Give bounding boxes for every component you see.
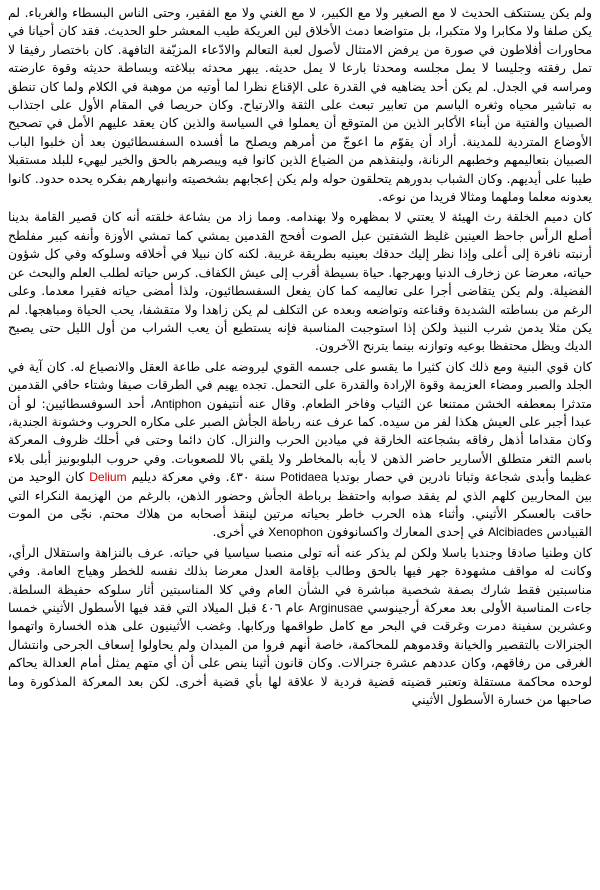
latin-term: Delium	[89, 470, 127, 485]
paragraph	[8, 544, 592, 710]
paragraph	[8, 4, 592, 206]
latin-term: Alcibiades	[487, 525, 543, 540]
text-run: كان دميم الخلقة رث الهيئة لا يعتني لا بمظهره ولا بهندامه. ومما زاد من بشاعة خلقته أنه كان قصير القامة بدينا أصلع الرأس جاحظ العينين غليظ الشفتين عبل الصوت أفحج القدمين يمشي كما تمشي الأوزة وأنفه كبير مفلطح أرنبته نافرة إلى أعلى وإذا نظر إليك حدقك بعينيه بطريقة غريبة. لكنه كان نبيلا في أخلاقه وسلوكه وفي كل شؤون حياته، معرضا عن زخارف الدنيا وبهرجها. حياة بسيطة أقرب إلى عيش الكفاف. كرس حياته لطلب العلم والبحث عن الفضيلة. ولم يكن يتقاضى أجرا على تعاليمه كما كان يفعل السفسطائيون، ولذا أمضى حياته فقيرا معدما. وعلى الرغم من بساطته الشديدة وقناعته وتواضعه وبعده عن التكلف لم يكن زاهدا ولا متقشفا، يحب الحياة ومباهجها. لم يكن مثلا يدمن شرب النبيذ ولكن إذا استوجبت المناسبة فإنه يستطيع أن يعب الشراب من أول الليل حتى يصيح الديك ويظل محتفظا بوعيه وتوازنه بينما يترنح الآخرون.	[8, 209, 592, 354]
text-run: في إحدى المعارك واكسانوفون	[322, 524, 488, 540]
text-run: كان وطنيا صادقا وجنديا باسلا ولكن لم يذكر عنه أنه تولى منصبا سياسيا في حياته. عرف بالنزاهة واستقلال الرأي، وكانت له مواقف مشهودة جهر فيها بالحق وطالب بإقامة العدل معرضا بذلك نفسه للخطر وهياج العامة. وفي مناسبتين فقط شارك بصفة شخصية مباشرة في الشأن العام وفي كلا المناسبتين أثار سلوكه حفيظة السلطة. جاءت المناسبة الأولى بعد معركة أرجينوسي	[8, 544, 592, 615]
text-run: في أخرى.	[212, 524, 269, 540]
paragraph	[8, 358, 592, 542]
text-run: عام ٤٠٦ قبل الميلاد التي فقد فيها الأسطول الأثيني خمسا وعشرين سفينة دمرت وغرقت في البحر مع كامل طواقمها وركابها. وغضب الأثينيون على هذه الخسارة واتهموا الجنرالات بالتقصير والخيانة وقدموهم للمحاكمة، خاصة أنهم فروا من الميدان ولم يحاولوا إسعاف الجرحى وانتشال الغرقى من رفاقهم، وكان عددهم عشرة جنرالات. وكان قانون أثينا ينص على أن أي متهم يمثل أمام العدالة يحاكم لوحده محاكمة مستقلة وتعتبر قضيته قضية فردية لا علاقة لها بأي قضية أخرى. لكن بعد المعركة المذكورة وما صاحبها من خسارة الأسطول الأثيني	[8, 600, 592, 708]
latin-term: Xenophon	[268, 525, 323, 540]
latin-term: Potidaea	[280, 470, 328, 485]
latin-term: Arginusae	[309, 601, 364, 615]
text-run: كان الوحيد من بين المحاربين كلهم الذي لم يفقد صوابه واحتفظ برباطة الجأش وحضور الذهن، بالرغم من الهزيمة النكراء التي حاقت بالعسكر الأثيني. وأثناء هذه الحرب خاطر بحياته مرتين لينقذ أصحابه من هلاك محتم. نجّى من الموت القبيادس	[8, 469, 592, 540]
text-run: سنة ٤٣٠. وفي معركة ديليم	[126, 469, 281, 485]
paragraph	[8, 208, 592, 355]
text-run: كان قوي البنية ومع ذلك كان كثيرا ما يقسو على جسمه القوي ليروضه على طاعة العقل والانصياع له. كان آية في الجلد والصبر ومضاء العزيمة وقوة الإرادة والقدرة على التحمل. تجده يهيم في الطرقات صيفا وشتاء حافي القدمين متدثرا بمعطفه الخشن ممتنعا عن الثياب وفاخر الطعام. وقال عنه أنتيفون	[8, 358, 593, 411]
text-run: ، أحد السوفسطائيين: لو أن عبدا أجبر على العيش هكذا لفر من سيده. كما عرف عنه رباطة الجأش الصبر على مكاره الحروب وخشونة الجندية، وكان مقداما أذهل رفاقه بشجاعته الخارقة في ميادين الحرب والنزال. كان دائما وحتى في أحلك ظروف المعركة باسم الثغر متطلق الأسارير حاضر الذهن لا يأبه بالمخاطر ولا يلقي بالا للصعوبات. وفي حروب البلوبونيز أبلى بلاء عظيما وأبدى شجاعة وثباتا نادرين في حصار بوتديا	[8, 395, 592, 485]
latin-term: Antiphon	[153, 396, 202, 411]
text-run: ولم يكن يستنكف الحديث لا مع الصغير ولا مع الكبير، لا مع الغني ولا مع الفقير، وحتى الناس البسطاء والغرباء. لم يكن صلفا ولا مكابرا ولا متكبرا، بل متواضعا دمث الأخلاق لين العريكة طيب المعشر حلو الحديث. فقد كان أحيانا في محاورات أفلاطون في صورة من يرفض الامتثال لأصول لعبة التعالم والادّعاء المزيّفة التافهة. كان باختصار رفيقا لا تمل رفقته وجليسا لا يمل مجلسه ومحدثا بارعا لا يمل حديثه. يبهر محدثه ببلاغته وبساطة حديثه وقوة عارضته ومراسه في الجدل. لم يكن أحد يضاهيه في القدرة على الإقناع نظرا لما أوتيه من موهبة في الكلام ولما كان تنطق به تباشير محياه وثغره الباسم من تعابير تبعث على الثقة والارتياح. وكان حريصا في المقام الأول على اجتذاب الصبيان والفتية من أبناء الأكابر الذين من المتوقع أن يعملوا في السياسة والذين كان يعقد عليهم الأمل في تصحيح الأوضاع المتردية للمدينة. أراد أن يقوّم ما اعوجّ من أمرهم ويصلح ما أفسده السفسطائيون بعد أن خلبوا الباب الصبيان بتعاليمهم وخطبهم الرنانة، ولينقذهم من الضياع الذين كانوا فيه ويبصرهم بالحق والخير ليهيء للبلد مستقبلا طيبا على أيديهم. وكان الشباب بدورهم يتحلقون حوله ولم يكن إعجابهم بشخصيته وانبهارهم بفكره يحده حدود. كانوا يعدونه معلما وملهما ومثالا فريدا من نوعه.	[7, 5, 592, 205]
